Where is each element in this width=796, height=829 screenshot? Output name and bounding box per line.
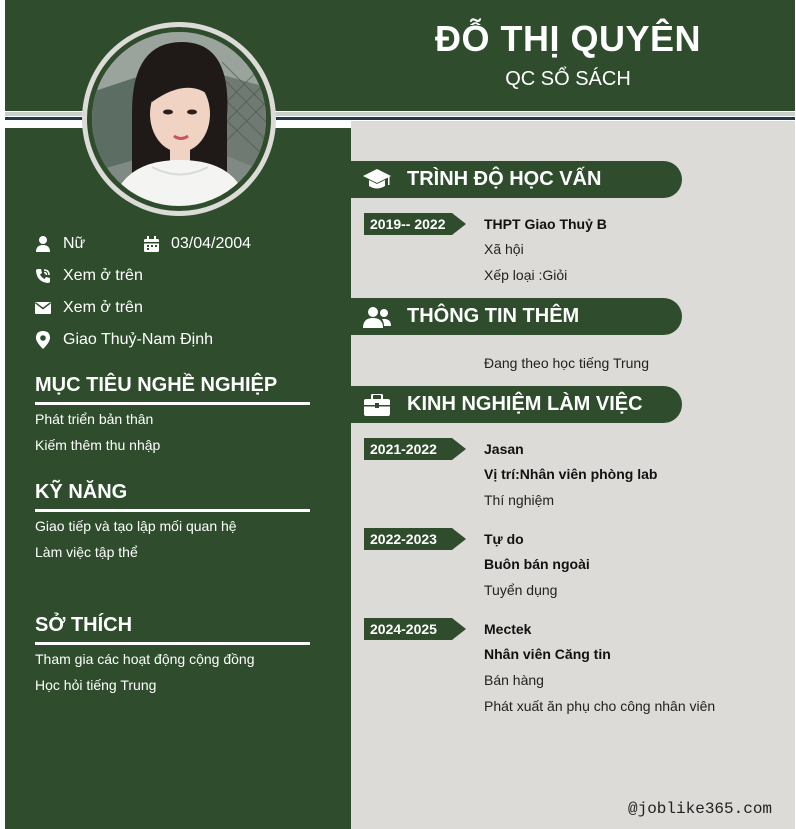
avatar bbox=[92, 32, 266, 206]
objective-title: MỤC TIÊU NGHỀ NGHIỆP bbox=[35, 374, 278, 396]
users-icon bbox=[363, 303, 391, 331]
education-detail: Xã hội bbox=[484, 241, 524, 257]
email-row bbox=[33, 298, 143, 318]
objective-divider bbox=[35, 402, 310, 405]
objective-item: Kiếm thêm thu nhập bbox=[35, 437, 161, 453]
job-position: Nhân viên Căng tin bbox=[484, 646, 611, 662]
experience-period: 2022-2023 bbox=[364, 528, 452, 550]
gender-row bbox=[33, 234, 85, 254]
education-period: 2019-- 2022 bbox=[364, 213, 452, 235]
dob-row bbox=[141, 234, 251, 254]
experience-period-tag bbox=[364, 438, 466, 460]
experience-header bbox=[351, 386, 682, 423]
skill-item: Giao tiếp và tạo lập mối quan hệ bbox=[35, 518, 237, 534]
company-name: Mectek bbox=[484, 621, 532, 637]
job-position: Vị trí:Nhân viên phòng lab bbox=[484, 466, 658, 482]
location-pin-icon bbox=[33, 330, 53, 350]
experience-period: 2021-2022 bbox=[364, 438, 452, 460]
watermark: @joblike365.com bbox=[628, 800, 773, 818]
job-detail: Thí nghiệm bbox=[484, 492, 555, 508]
hobby-item: Học hỏi tiếng Trung bbox=[35, 677, 157, 693]
job-position: Buôn bán ngoài bbox=[484, 556, 590, 572]
hobbies-divider bbox=[35, 642, 310, 645]
experience-period-tag bbox=[364, 618, 466, 640]
job-detail: Phát xuất ăn phụ cho công nhân viên bbox=[484, 698, 716, 714]
skills-title: KỸ NĂNG bbox=[35, 481, 128, 503]
school-name: THPT Giao Thuỷ B bbox=[484, 216, 607, 232]
company-name: Jasan bbox=[484, 441, 524, 457]
company-name: Tự do bbox=[484, 531, 524, 547]
calendar-icon bbox=[141, 234, 161, 254]
hobby-item: Tham gia các hoạt động cộng đồng bbox=[35, 651, 255, 667]
gender-text: Nữ bbox=[63, 235, 86, 252]
experience-period-tag bbox=[364, 528, 466, 550]
additional-text: Đang theo học tiếng Trung bbox=[484, 355, 650, 371]
address-row bbox=[33, 330, 213, 350]
briefcase-icon bbox=[363, 391, 391, 419]
experience-period: 2024-2025 bbox=[364, 618, 452, 640]
email-text: Xem ở trên bbox=[63, 299, 143, 316]
education-title: TRÌNH ĐỘ HỌC VẤN bbox=[407, 168, 602, 190]
job-detail: Tuyển dụng bbox=[484, 582, 558, 598]
graduation-cap-icon bbox=[363, 166, 391, 194]
education-header bbox=[351, 161, 682, 198]
objective-item: Phát triển bản thân bbox=[35, 411, 154, 427]
education-period-tag bbox=[364, 213, 466, 235]
phone-icon bbox=[33, 266, 53, 286]
skill-item: Làm việc tập thể bbox=[35, 544, 138, 560]
job-detail: Bán hàng bbox=[484, 672, 544, 688]
user-icon bbox=[33, 234, 53, 254]
dob-text: 03/04/2004 bbox=[171, 235, 252, 252]
envelope-icon bbox=[33, 298, 53, 318]
phone-text: Xem ở trên bbox=[63, 267, 143, 284]
additional-title: THÔNG TIN THÊM bbox=[407, 305, 580, 327]
education-detail: Xếp loại :Giỏi bbox=[484, 267, 568, 283]
additional-header bbox=[351, 298, 682, 335]
candidate-role: QC SỔ SÁCH bbox=[505, 68, 631, 90]
cv-page bbox=[5, 0, 795, 829]
candidate-name: ĐỖ THỊ QUYÊN bbox=[434, 18, 701, 59]
address-text: Giao Thuỷ-Nam Định bbox=[63, 331, 213, 348]
skills-divider bbox=[35, 509, 310, 512]
phone-row bbox=[33, 266, 143, 286]
experience-title: KINH NGHIỆM LÀM VIỆC bbox=[407, 393, 643, 415]
hobbies-title: SỞ THÍCH bbox=[35, 614, 133, 636]
